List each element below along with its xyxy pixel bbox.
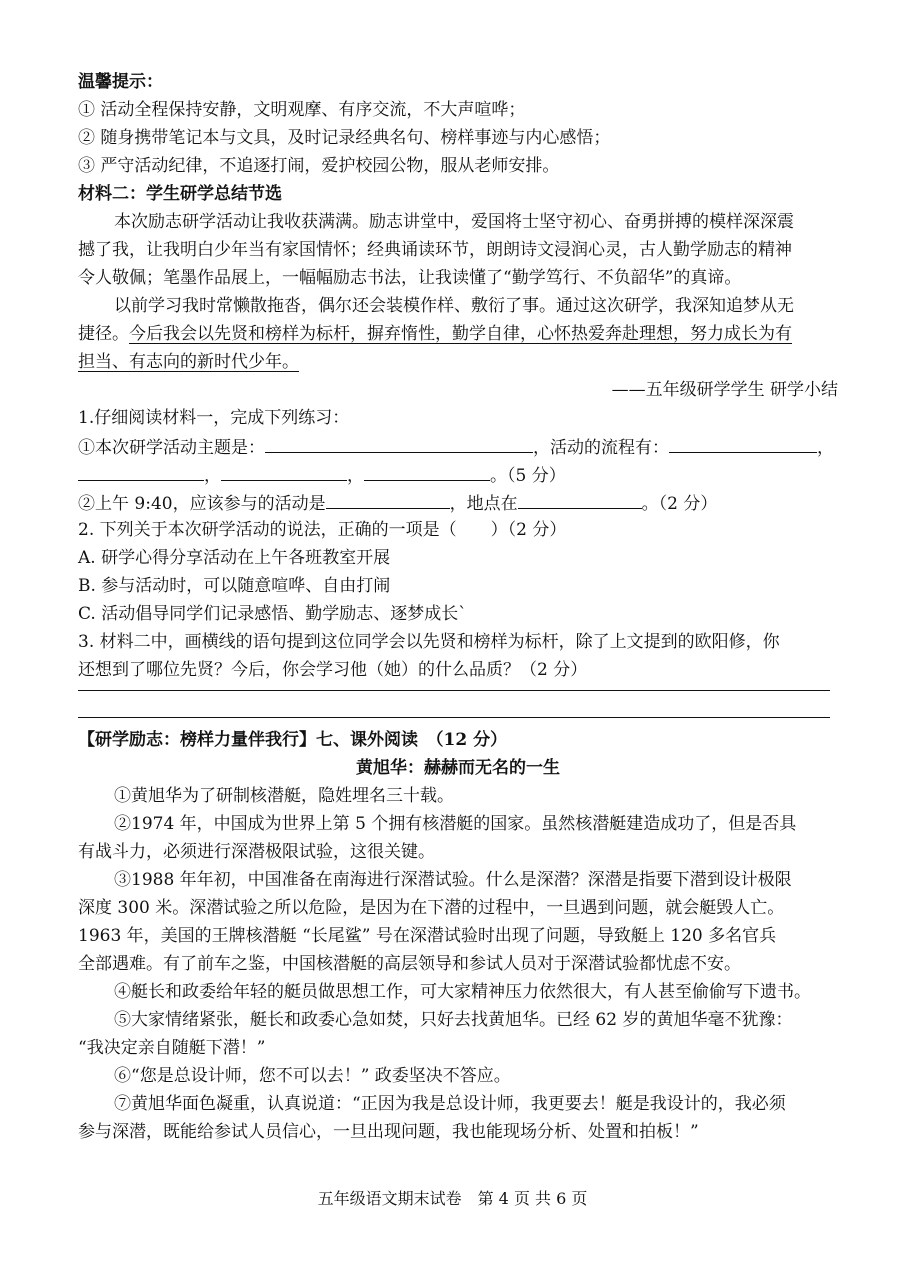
answer-line[interactable]	[78, 717, 830, 718]
article-line: ④艇长和政委给年轻的艇员做思想工作，可大家精神压力依然很大，有人甚至偷偷写下遗书。	[114, 982, 811, 1002]
page-footer: 五年级语文期末试卷 第 4 页 共 6 页	[317, 1189, 588, 1208]
article-line: 深度 300 米。深潜试验之所以危险，是因为在下潜的过程中，一旦遇到问题，就会艇毁人亡。	[78, 898, 785, 918]
section-heading: 【研学励志：榜样力量伴我行】七、课外阅读 （12 分）	[78, 730, 508, 750]
option-b[interactable]: B. 参与活动时，可以随意喧哗、自由打闹	[78, 576, 391, 596]
answer-line[interactable]	[78, 690, 830, 691]
question-text: ，	[347, 466, 364, 486]
tips-heading: 温馨提示：	[78, 72, 163, 92]
underlined-sentence: 担当、有志向的新时代少年。	[78, 352, 299, 372]
article-line: ②1974 年，中国成为世界上第 5 个拥有核潜艇的国家。虽然核潜艇建造成功了，但是否具	[114, 814, 797, 834]
question-3-line: 3. 材料二中，画横线的语句提到这位同学会以先贤和榜样为标杆，除了上文提到的欧阳修，你	[78, 632, 780, 652]
question-1-title: 1.仔细阅读材料一，完成下列练习：	[78, 408, 350, 428]
question-3-line: 还想到了哪位先贤？今后，你会学习他（她）的什么品质？（2 分）	[78, 660, 588, 680]
signature: ——五年级研学学生 研学小结	[611, 380, 838, 400]
article-line: ⑦黄旭华面色凝重，认真说道：“正因为我是总设计师，我更要去！艇是我设计的，我必须	[114, 1094, 786, 1114]
question-text: ①本次研学活动主题是：	[78, 438, 265, 458]
question-text: ，活动的流程有：	[533, 438, 669, 458]
question-2-title: 2. 下列关于本次研学活动的说法，正确的一项是（ ）（2 分）	[78, 520, 567, 540]
tip-item: ③ 严守活动纪律，不追逐打闹，爱护校园公物，服从老师安排。	[78, 156, 560, 176]
tip-item: ② 随身携带笔记本与文具，及时记录经典名句、榜样事迹与内心感悟；	[78, 128, 611, 148]
question-score: 。（5 分）	[490, 466, 566, 486]
answer-blank[interactable]	[78, 462, 204, 481]
article-line: ⑤大家情绪紧张，艇长和政委心急如焚，只好去找黄旭华。已经 62 岁的黄旭华毫不犹豫：	[114, 1010, 793, 1030]
paragraph-line	[78, 350, 838, 374]
question-text: ，地点在	[449, 494, 518, 514]
question-score: 。（2 分）	[641, 494, 718, 514]
article-line: ①黄旭华为了研制核潜艇，隐姓埋名三十载。	[114, 786, 454, 806]
question-text: ，	[204, 466, 221, 486]
question-1a-cont	[78, 462, 838, 488]
option-a[interactable]: A. 研学心得分享活动在上午各班教室开展	[78, 548, 391, 568]
material2-heading: 材料二：学生研学总结节选	[78, 184, 282, 204]
article-line: 参与深潜，既能给参试人员信心，一旦出现问题，我也能现场分析、处置和拍板！”	[78, 1122, 699, 1142]
question-1a	[78, 434, 838, 460]
article-line: ③1988 年年初，中国准备在南海进行深潜试验。什么是深潜？深潜是指要下潜到设计极限	[114, 870, 792, 890]
answer-blank[interactable]	[326, 490, 450, 509]
article-title: 黄旭华：赫赫而无名的一生	[356, 758, 560, 778]
answer-blank[interactable]	[518, 490, 642, 509]
underlined-sentence: 今后我会以先贤和榜样为标杆，摒弃惰性，勤学自律，心怀热爱奔赴理想，努力成长为有	[129, 324, 792, 344]
article-line: 1963 年，美国的王牌核潜艇 “长尾鲨” 号在深潜试验时出现了问题，导致艇上 120 多名官兵	[78, 926, 777, 946]
tip-item: ① 活动全程保持安静，文明观摩、有序交流，不大声喧哗；	[78, 100, 526, 120]
answer-blank[interactable]	[265, 434, 533, 453]
article-line: ⑥“您是总设计师，您不可以去！” 政委坚决不答应。	[114, 1066, 511, 1086]
plain-text: 捷径。	[78, 324, 129, 344]
paragraph-line	[78, 322, 838, 346]
option-c[interactable]: C. 活动倡导同学们记录感悟、勤学励志、逐梦成长`	[78, 604, 467, 624]
answer-blank[interactable]	[364, 462, 490, 481]
article-line: “我决定亲自随艇下潜！”	[78, 1038, 266, 1058]
article-line: 有战斗力，必须进行深潜极限试验，这很关键。	[78, 842, 435, 862]
paragraph-line: 本次励志研学活动让我收获满满。励志讲堂中，爱国将士坚守初心、奋勇拼搏的模样深深震	[114, 212, 794, 232]
question-text: ，	[817, 438, 834, 458]
paragraph-line: 令人敬佩；笔墨作品展上，一幅幅励志书法，让我读懂了“勤学笃行、不负韶华”的真谛。	[78, 268, 742, 288]
paragraph-line: 撼了我，让我明白少年当有家国情怀；经典诵读环节，朗朗诗文浸润心灵，古人勤学励志的精神	[78, 240, 792, 260]
question-text: ②上午 9:40，应该参与的活动是	[78, 494, 326, 514]
paragraph-line: 以前学习我时常懒散拖沓，偶尔还会装模作样、敷衍了事。通过这次研学，我深知追梦从无	[114, 296, 794, 316]
answer-blank[interactable]	[669, 434, 817, 453]
article-line: 全部遇难。有了前车之鉴，中国核潜艇的高层领导和参试人员对于深潜试验都忧虑不安。	[78, 954, 741, 974]
answer-blank[interactable]	[221, 462, 347, 481]
question-1b	[78, 490, 838, 516]
